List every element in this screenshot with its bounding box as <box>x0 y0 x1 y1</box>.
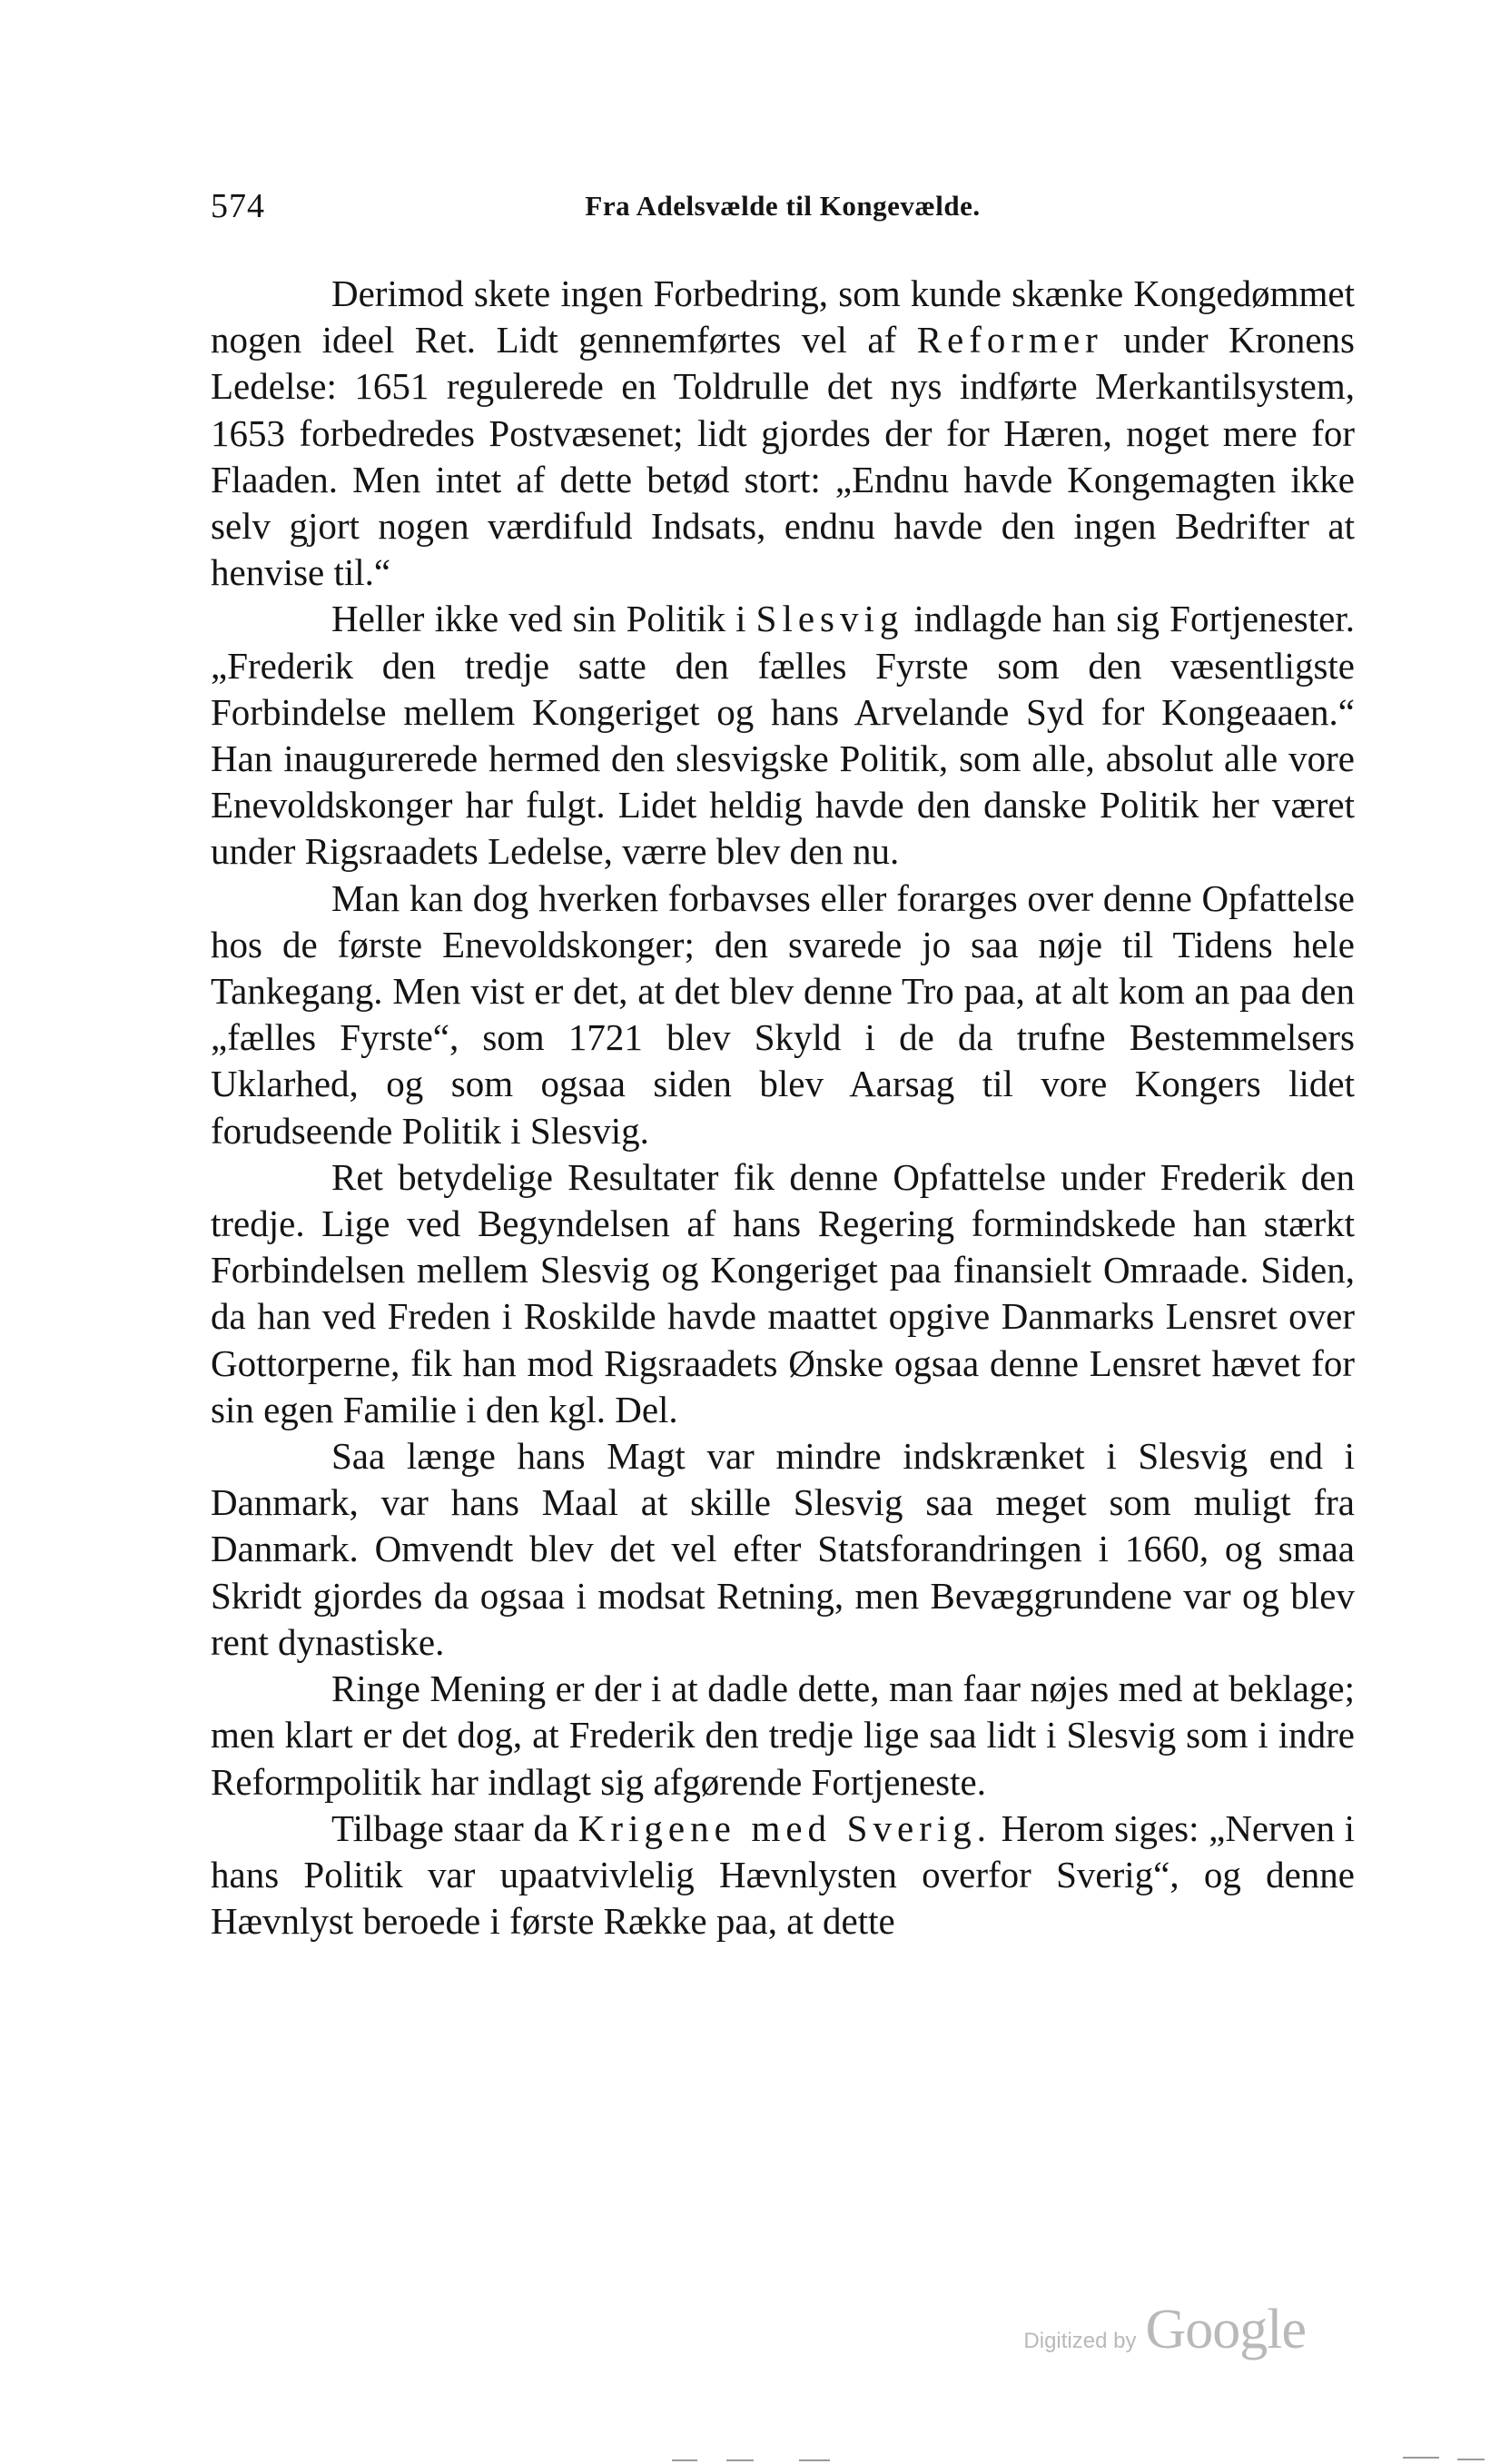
spaced-emphasis: Krigene med Sverig. <box>577 1806 992 1849</box>
text-run: Tilbage staar da <box>331 1806 578 1849</box>
text-run: under Kronens Ledelse: 1651 regulerede en Toldrulle det nys indførte Merkantilsystem, 1653 forbedredes Postvæsenet; lidt gjordes der for Hæren, noget mere for Flaaden. Men intet af dette betød stort: „Endnu havde Kongemagten ikke selv gjort nogen værdifuld Indsats, endnu havde den ingen Bedrifter at henvise til.“ <box>211 319 1355 594</box>
paragraph-3 <box>211 876 1355 1154</box>
scan-artifact-line <box>1457 2459 1485 2460</box>
paragraph-2 <box>211 596 1355 875</box>
scan-artifact-line <box>1403 2457 1439 2459</box>
text-run: Derimod skete ingen Forbedring, som kunde skænke Kongedømmet nogen ideel Ret. Lidt gennemførtes vel af <box>211 272 1355 361</box>
text-body <box>211 271 1355 1944</box>
paragraph-4 <box>211 1154 1355 1433</box>
text-run: Man kan dog hverken forbavses eller forarges over denne Opfattelse hos de første Enevoldskonger; den svarede jo saa nøje til Tidens hele Tankegang. Men vist er det, at det blev denne Tro paa, at alt kom an paa den „fælles Fyrste“, som 1721 blev Skyld i de da trufne Bestemmelsers Uklarhed, og som ogsaa siden blev Aarsag til vore Kongers lidet forudseende Politik i Slesvig. <box>211 876 1355 1152</box>
text-run: Ringe Mening er der i at dadle dette, man faar nøjes med at beklage; men klart er det dog, at Frederik den tredje lige saa lidt i Slesvig som i indre Reformpolitik har indlagt sig afgørende Fortjeneste. <box>211 1667 1355 1803</box>
google-logo: Google <box>1145 2299 1306 2360</box>
paragraph-1 <box>211 271 1355 596</box>
paragraph-6 <box>211 1666 1355 1806</box>
text-run: Ret betydelige Resultater fik denne Opfattelse under Frederik den tredje. Lige ved Begyndelsen af hans Regering formindskede han stærkt Forbindelsen mellem Slesvig og Kongeriget paa finansielt Omraade. Siden, da han ved Freden i Roskilde havde maattet opgive Danmarks Lensret over Gottorperne, fik han mod Rigsraadets Ønske ogsaa denne Lensret hævet for sin egen Familie i den kgl. Del. <box>211 1155 1355 1430</box>
spaced-emphasis: Slesvig <box>755 598 904 640</box>
running-title: Fra Adelsvælde til Kongevælde. <box>585 190 981 222</box>
text-run: Saa længe hans Magt var mindre indskrænket i Slesvig end i Danmark, var hans Maal at skille Slesvig saa meget som muligt fra Danmark. Omvendt blev det vel efter Statsforandringen i 1660, og smaa Skridt gjordes da ogsaa i modsat Retning, men Bevæggrundene var og blev rent dynastiske. <box>211 1435 1355 1663</box>
paragraph-5 <box>211 1433 1355 1666</box>
scan-artifact-line <box>672 2459 697 2461</box>
scan-artifact-line <box>799 2459 830 2461</box>
spaced-emphasis: Reformer <box>916 319 1103 361</box>
text-run: Heller ikke ved sin Politik i <box>331 598 756 640</box>
paragraph-7 <box>211 1806 1355 1945</box>
text-run: Herom siges: „Nerven i hans Politik var upaatvivlelig Hævnlysten overfor Sverig“, og denne Hævnlyst beroede i første Række paa, at dette <box>211 1806 1356 1943</box>
scan-artifact-line <box>726 2459 754 2461</box>
watermark-prefix: Digitized by <box>1023 2329 1137 2353</box>
text-run: indlagde han sig Fortjenester. „Frederik den tredje satte den fælles Fyrste som den væsentligste Forbindelse mellem Kongeriget og hans Arvelande Syd for Kongeaaen.“ Han inaugurerede hermed den slesvigske Politik, som alle, absolut alle vore Enevoldskonger har fulgt. Lidet heldig havde den danske Politik her været under Rigsraadets Ledelse, værre blev den nu. <box>211 598 1355 873</box>
page-header <box>211 186 1355 241</box>
digitized-watermark <box>1023 2298 1306 2361</box>
page-number: 574 <box>211 187 265 225</box>
